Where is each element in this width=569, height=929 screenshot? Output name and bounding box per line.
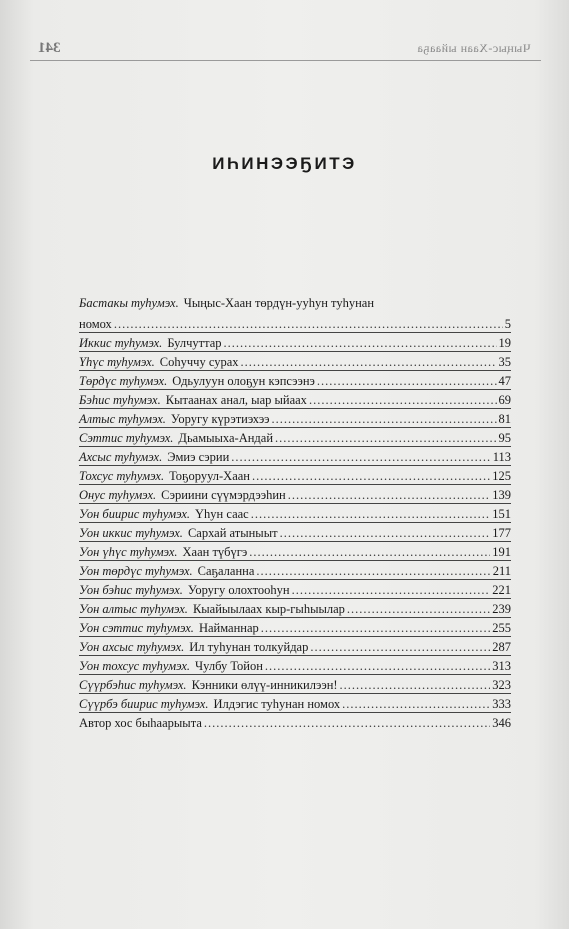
page-number-ref: 151	[492, 507, 511, 521]
chapter-label: Үһүс туһумэх.	[79, 355, 155, 369]
page-number-ref: 191	[492, 545, 511, 559]
toc-entry	[79, 390, 511, 409]
toc-entry	[79, 618, 511, 637]
chapter-title: Кытаанах анал, ыар ыйаах	[165, 393, 307, 407]
dot-leader	[249, 545, 490, 559]
toc-entry	[79, 371, 511, 390]
dot-leader	[265, 659, 490, 673]
chapter-title: Үһун саас	[195, 507, 249, 521]
toc-entry	[79, 466, 511, 485]
dot-leader	[241, 355, 497, 369]
chapter-title: Чыңыс-Хаан төрдүн-ууһун туһунан	[183, 296, 375, 310]
dot-leader	[261, 621, 490, 635]
chapter-label: Уон үһүс туһумэх.	[79, 545, 178, 559]
dot-leader	[252, 469, 490, 483]
chapter-label: Уон иккис туһумэх.	[79, 526, 183, 540]
dot-leader	[288, 488, 491, 502]
dot-leader	[114, 317, 503, 331]
chapter-label: Уон сэттис туһумэх.	[79, 621, 194, 635]
dot-leader	[342, 697, 490, 711]
chapter-title: Тоҕоруул-Хаан	[169, 469, 250, 483]
toc-entry	[79, 561, 511, 580]
running-header	[30, 38, 541, 61]
chapter-title: Соһуччу сурах	[159, 355, 239, 369]
toc-entry	[79, 599, 511, 618]
page-number-ref: 177	[492, 526, 511, 540]
dot-leader	[272, 412, 497, 426]
dot-leader	[256, 564, 490, 578]
page-number-ref: 35	[498, 355, 511, 369]
chapter-label: Тохсус туһумэх.	[79, 469, 165, 483]
chapter-label: Сэттис туһумэх.	[79, 431, 174, 445]
chapter-title: Хаан түбүгэ	[182, 545, 248, 559]
toc-entry	[79, 694, 511, 713]
chapter-label: Уон ахсыс туһумэх.	[79, 640, 185, 654]
chapter-title: Кэнники өлүү-инникилээн!	[191, 678, 338, 692]
chapter-title: Уоругу олохтооһун	[187, 583, 290, 597]
chapter-title: Автор хос быһаарыыта	[79, 716, 202, 730]
contents-heading: ИҺИНЭЭҔИТЭ	[212, 154, 357, 173]
page-number-ref: 125	[492, 469, 511, 483]
toc-entry	[79, 333, 511, 352]
page-number-ref: 323	[492, 678, 511, 692]
toc-entry	[79, 296, 511, 333]
page-number-ref: 221	[492, 583, 511, 597]
chapter-label: Онус туһумэх.	[79, 488, 157, 502]
chapter-label: Уон биирис туһумэх.	[79, 507, 191, 521]
chapter-label: Төрдүс туһумэх.	[79, 374, 168, 388]
page-number-ref: 113	[492, 450, 511, 464]
page-number-ref: 69	[498, 393, 511, 407]
dot-leader	[231, 450, 490, 464]
page-number-ref: 5	[504, 317, 511, 331]
page-number-ref: 287	[492, 640, 511, 654]
chapter-title: Саҕаланна	[197, 564, 255, 578]
toc-entry	[79, 637, 511, 656]
dot-leader	[310, 640, 490, 654]
chapter-label: Сүүрбэһис туһумэх.	[79, 678, 187, 692]
chapter-label: Иккис туһумэх.	[79, 336, 163, 350]
page-number-ref: 95	[498, 431, 511, 445]
dot-leader	[292, 583, 491, 597]
toc-entry	[79, 542, 511, 561]
chapter-title: Ил туһунан толкуйдар	[189, 640, 309, 654]
page-number-ref: 47	[498, 374, 511, 388]
chapter-label: Уон тохсус туһумэх.	[79, 659, 191, 673]
page-number-ref: 211	[492, 564, 511, 578]
chapter-title: Кыайыылаах кыр-гыһыылар	[192, 602, 345, 616]
dot-leader	[317, 374, 497, 388]
toc-entry	[79, 409, 511, 428]
page-number-ref: 313	[492, 659, 511, 673]
running-title: Чыңыс-Хаан ыйааҕа	[417, 41, 531, 55]
chapter-title: Булчуттар	[167, 336, 222, 350]
page-number-ref: 346	[492, 716, 511, 730]
toc-entry	[79, 447, 511, 466]
toc-entry	[79, 675, 511, 694]
page-number-ref: 81	[498, 412, 511, 426]
table-of-contents	[79, 296, 511, 732]
dot-leader	[280, 526, 491, 540]
page-number-ref: 19	[498, 336, 511, 350]
chapter-label: Бэһис туһумэх.	[79, 393, 161, 407]
chapter-title: Найманнар	[198, 621, 259, 635]
page-number: 341	[38, 40, 61, 56]
chapter-title: Сархай атыныыт	[187, 526, 278, 540]
chapter-title: Эмиэ сэрии	[167, 450, 230, 464]
toc-entry	[79, 523, 511, 542]
chapter-title: Чулбу Тойон	[195, 659, 263, 673]
dot-leader	[340, 678, 491, 692]
chapter-title: Одьулуун олоҕун кэпсээнэ	[172, 374, 315, 388]
chapter-label: Сүүрбэ биирис туһумэх.	[79, 697, 209, 711]
dot-leader	[224, 336, 497, 350]
toc-entry	[79, 428, 511, 447]
toc-entry	[79, 485, 511, 504]
chapter-label: Ахсыс туһумэх.	[79, 450, 163, 464]
dot-leader	[309, 393, 497, 407]
page-number-ref: 239	[492, 602, 511, 616]
toc-entry	[79, 580, 511, 599]
chapter-title: Сэриини сүүмэрдээһин	[161, 488, 286, 502]
chapter-label: Бастакы туһумэх.	[79, 296, 179, 310]
dot-leader	[347, 602, 490, 616]
page-number-ref: 255	[492, 621, 511, 635]
chapter-title-continued: номох	[79, 317, 112, 331]
chapter-title: Дьамыыха-Андай	[178, 431, 274, 445]
page-number-ref: 139	[492, 488, 511, 502]
dot-leader	[275, 431, 496, 445]
toc-entry	[79, 352, 511, 371]
chapter-label: Уон бэһис туһумэх.	[79, 583, 183, 597]
dot-leader	[204, 716, 490, 730]
chapter-label: Уон алтыс туһумэх.	[79, 602, 188, 616]
dot-leader	[251, 507, 491, 521]
chapter-title: Илдэгис туһунан номох	[213, 697, 341, 711]
chapter-title: Уоругу күрэтиэхээ	[170, 412, 270, 426]
toc-entry	[79, 713, 511, 732]
chapter-label: Алтыс туһумэх.	[79, 412, 166, 426]
chapter-label: Уон төрдүс туһумэх.	[79, 564, 193, 578]
page-number-ref: 333	[492, 697, 511, 711]
toc-entry	[79, 504, 511, 523]
toc-entry	[79, 656, 511, 675]
